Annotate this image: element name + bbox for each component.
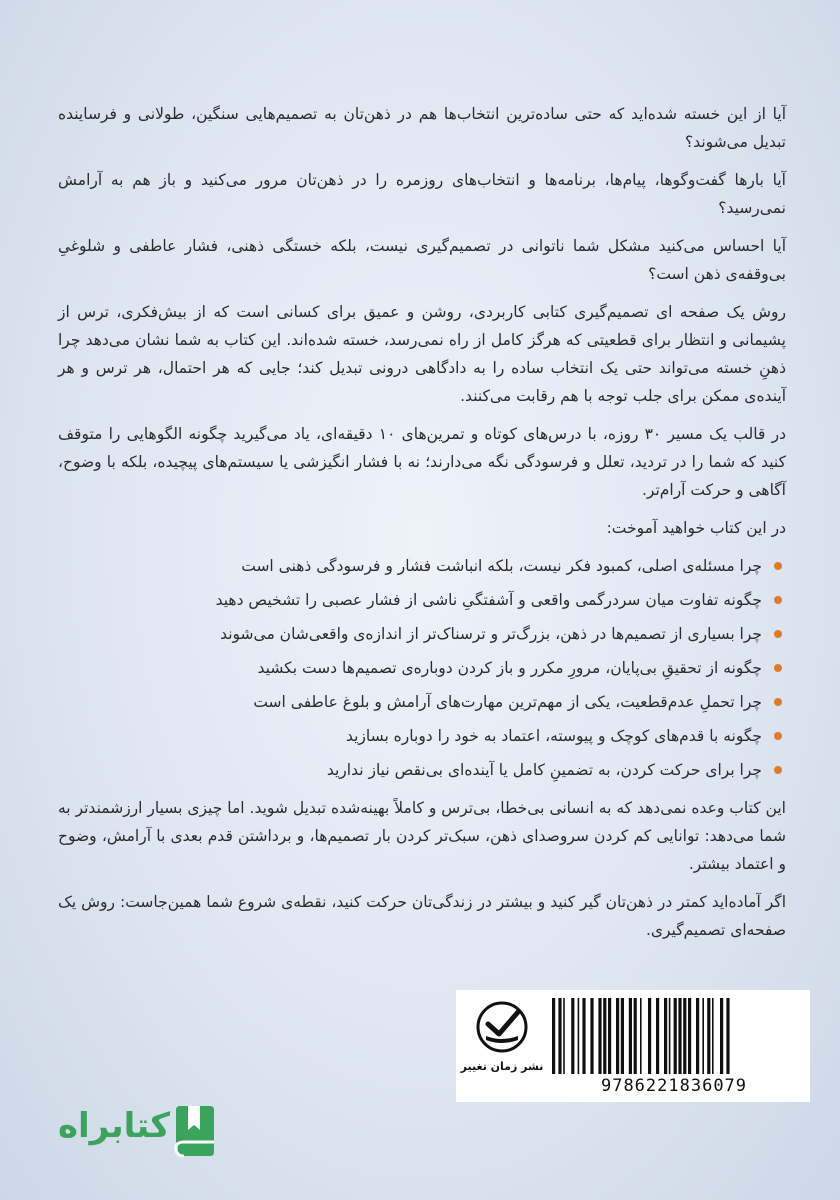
barcode-bar [598, 998, 601, 1074]
barcode-bar [678, 998, 681, 1074]
barcode-bar [656, 998, 659, 1074]
list-item-text: چرا برای حرکت کردن، به تضمینِ کامل یا آینده‌ای بی‌نقص نیاز ندارید [326, 761, 762, 779]
bookmark-icon [170, 1104, 218, 1158]
barcode-bar [696, 998, 699, 1074]
learn-list [58, 552, 786, 784]
list-item-text: چگونه با قدم‌های کوچک و پیوسته، اعتماد به خود را دوباره بسازید [345, 727, 762, 745]
barcode-bar [688, 998, 691, 1074]
list-item [58, 722, 786, 750]
blurb-text [58, 100, 786, 954]
barcode-bar [648, 998, 651, 1074]
barcode-bar [634, 998, 637, 1074]
list-item-text: چرا مسئله‌ی اصلی، کمبود فکر نیست، بلکه انباشت فشار و فرسودگی ذهنی است [241, 557, 762, 575]
barcode-bar [582, 998, 585, 1074]
blurb-paragraph: روش یک صفحه ای تصمیم‌گیری کتابی کاربردی، روشن و عمیق برای کسانی است که از بیش‌فکری، ترس از پشیمانی و انتظار برای قطعیتی که هرگز کامل از راه نمی‌رسد، خسته شده‌اند. این کتاب به شما نشان می‌دهد چرا ذهنِ خسته می‌تواند حتی یک انتخاب ساده را به دادگاهی درونی تبدیل کند؛ جایی که هر احتمال، هر ترس و هر آینده‌ی ممکن برای جلب توجه با هم رقابت می‌کنند. [58, 303, 786, 405]
checkmark-book-icon [468, 1000, 536, 1058]
barcode-bar [616, 998, 619, 1074]
list-item [58, 654, 786, 682]
blurb-paragraph: آیا بارها گفت‌وگوها، پیام‌ها، برنامه‌ها و انتخاب‌های روزمره را در ذهن‌تان مرور می‌کنید و باز هم به آرامش نمی‌رسید؟ [58, 171, 786, 217]
blurb-paragraph: در قالب یک مسیر ۳۰ روزه، با درس‌های کوتاه و تمرین‌های ۱۰ دقیقه‌ای، یاد می‌گیرید چگونه الگوهایی را متوقف کنید که شما را در تردید، تعلل و فرسودگی نگه می‌دارند؛ نه با فشار انگیزشی یا سیستم‌های پیچیده، بلکه با وضوح، آگاهی و حرکت آرام‌تر. [58, 425, 786, 499]
list-item-text: چرا تحملِ عدم‌قطعیت، یکی از مهم‌ترین مهارت‌های آرامش و بلوغ عاطفی است [253, 693, 762, 711]
list-item [58, 688, 786, 716]
list-item-text: چرا بسیاری از تصمیم‌ها در ذهن، بزرگ‌تر و ترسناک‌تر از اندازه‌ی واقعی‌شان می‌شوند [220, 625, 762, 643]
barcode-bar [621, 998, 624, 1074]
barcode-bar [674, 998, 677, 1074]
barcode-bar [702, 998, 704, 1074]
barcode-panel [456, 990, 810, 1102]
bullet-icon [774, 562, 782, 570]
list-item [58, 586, 786, 614]
list-item [58, 552, 786, 580]
publisher-name: نشر زمان تغییر [460, 1060, 544, 1073]
barcode-bar [683, 998, 686, 1074]
barcode-bar [558, 998, 561, 1074]
list-item-text: چگونه تفاوت میان سردرگمی واقعی و آشفتگیِ ناشی از فشار عصبی را تشخیص دهید [215, 591, 762, 609]
barcode-bar [640, 998, 642, 1074]
bullet-icon [774, 698, 782, 706]
closing-paragraph: این کتاب وعده نمی‌دهد که به انسانی بی‌خطا، بی‌ترس و کاملاً بهینه‌شده تبدیل شوید. اما چیزی بسیار ارزشمندتر به شما می‌دهد: توانایی کم کردن سروصدای ذهن، سبک‌تر کردن بار تصمیم‌ها، و برداشتن قدم بعدی با آرامش، وضوح و اعتماد بیشتر. [58, 799, 786, 873]
barcode-bar [563, 998, 565, 1074]
list-item [58, 620, 786, 648]
bullet-icon [774, 630, 782, 638]
blurb-paragraph: آیا از این خسته شده‌اید که حتی ساده‌ترین انتخاب‌ها هم در ذهن‌تان به تصمیم‌هایی سنگین، طولانی و فرساینده تبدیل می‌شوند؟ [58, 105, 786, 151]
closing-paragraph: اگر آماده‌اید کمتر در ذهن‌تان گیر کنید و بیشتر در زندگی‌تان حرکت کنید، نقطه‌ی شروع شما همین‌جاست: روش یک صفحه‌ای تصمیم‌گیری. [58, 893, 786, 939]
isbn-number: 9786221836079 [600, 1076, 748, 1096]
barcode-bar [669, 998, 671, 1074]
isbn-barcode [550, 998, 802, 1076]
barcode-bar [712, 998, 714, 1074]
barcode-bar [629, 998, 632, 1074]
barcode-bar [603, 998, 606, 1074]
bullet-icon [774, 732, 782, 740]
blurb-paragraph: آیا احساس می‌کنید مشکل شما ناتوانی در تصمیم‌گیری نیست، بلکه خستگی ذهنی، فشار عاطفی و شلوغیِ بی‌وقفه‌ی ذهن است؟ [58, 237, 786, 283]
barcode-bar [720, 998, 723, 1074]
barcode-bar [571, 998, 574, 1074]
barcode-bar [590, 998, 593, 1074]
bullet-icon [774, 766, 782, 774]
learn-heading: در این کتاب خواهید آموخت: [606, 519, 786, 537]
store-name: کتابراه [57, 1106, 170, 1146]
list-item [58, 756, 786, 784]
barcode-bar [608, 998, 611, 1074]
barcode-bar [707, 998, 710, 1074]
barcode-bar [726, 998, 729, 1074]
store-logo [30, 1102, 220, 1162]
list-item-text: چگونه از تحقیقِ بی‌پایان، مرورِ مکرر و باز کردن دوباره‌ی تصمیم‌ها دست بکشید [257, 659, 762, 677]
barcode-bar [578, 998, 580, 1074]
barcode-bar [664, 998, 667, 1074]
bullet-icon [774, 664, 782, 672]
barcode-bar [552, 998, 555, 1074]
bullet-icon [774, 596, 782, 604]
